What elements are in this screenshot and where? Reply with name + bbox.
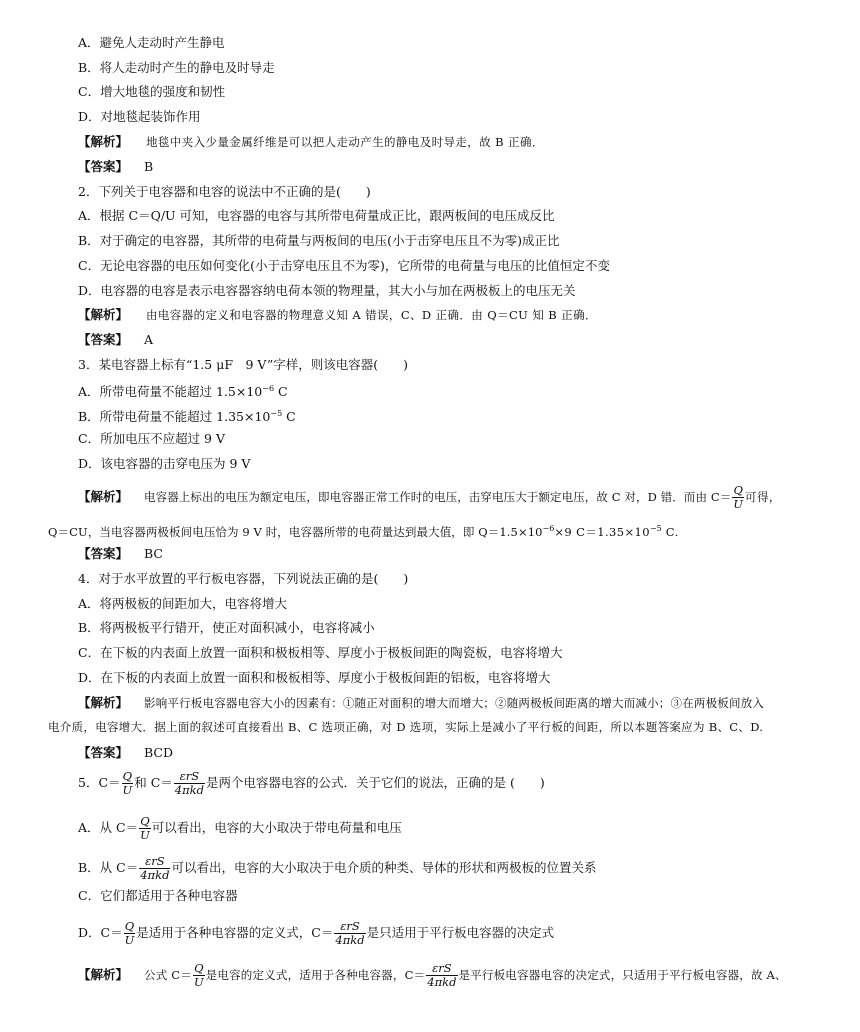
analysis-tag: 【解析】 <box>78 134 129 149</box>
fraction-eps-s-over-4pikd <box>174 770 205 797</box>
q4-answer <box>78 744 173 762</box>
analysis-text: 可得， <box>745 490 781 504</box>
stem-text: 是两个电容器电容的公式．关于它们的说法，正确的是 ( ) <box>206 775 545 790</box>
analysis-text: ×9 C＝1.35×10 <box>554 525 650 540</box>
fraction-q-over-u <box>193 962 205 989</box>
exponent: −6 <box>542 524 555 533</box>
fraction-eps-s-over-4pikd <box>139 855 170 882</box>
option-text: D．C＝ <box>78 925 123 940</box>
fraction-numerator: Q <box>140 814 150 828</box>
exponent: −5 <box>270 409 283 418</box>
q3-answer <box>78 545 163 563</box>
option-text: B．从 C＝ <box>78 860 139 875</box>
analysis-text: 是平行板电容器电容的决定式，只适用于平行板电容器，故 A、 <box>458 968 787 982</box>
analysis-text: C. <box>661 525 679 540</box>
q3-option-b <box>78 405 296 426</box>
analysis-tag: 【解析】 <box>78 307 129 322</box>
q1-analysis <box>78 133 544 151</box>
q5-analysis <box>78 962 787 989</box>
q4-option-a: A．将两极板的间距加大，电容将增大 <box>78 596 288 611</box>
q1-option-a: A．避免人走动时产生静电 <box>78 35 225 50</box>
q5-option-a <box>78 815 402 842</box>
option-text: B．所带电荷量不能超过 1.35×10 <box>78 409 271 425</box>
option-text: A．从 C＝ <box>78 820 139 835</box>
analysis-text: 电介质，电容增大．据上面的叙述可直接看出 B、C 选项正确，对 D 选项，实际上是减小了平行板的间距，所以本题答案应为 B、C、D. <box>48 720 764 734</box>
q4-analysis-line-2 <box>48 718 763 736</box>
fraction-numerator: Q <box>194 961 204 975</box>
fraction-denominator: 4πkd <box>335 933 365 947</box>
fraction-numerator: εrS <box>334 920 365 934</box>
q4-analysis-line-1 <box>78 694 764 712</box>
answer-text: A <box>144 332 154 347</box>
q3-analysis-line-2 <box>48 520 679 541</box>
fraction-denominator: U <box>193 975 204 989</box>
analysis-text: 地毯中夹入少量金属纤维是可以把人走动产生的静电及时导走，故 B 正确． <box>146 135 544 149</box>
fraction-numerator: εrS <box>426 962 457 976</box>
answer-tag: 【答案】 <box>78 159 129 174</box>
q2-answer <box>78 331 153 349</box>
fraction-q-over-u <box>124 920 136 947</box>
fraction-numerator: Q <box>124 919 135 933</box>
option-text: A．所带电荷量不能超过 1.5×10 <box>78 384 263 400</box>
option-text: 是只适用于平行板电容器的决定式 <box>366 925 555 940</box>
analysis-text: 影响平行板电容器电容大小的因素有：①随正对面积的增大而增大；②随两极板间距离的增大而减小；③在两极板间放入 <box>144 696 765 710</box>
fraction-numerator: Q <box>733 483 743 497</box>
q2-analysis <box>78 306 597 324</box>
fraction-denominator: 4πkd <box>140 868 170 882</box>
fraction-numerator: Q <box>122 769 133 783</box>
option-text: 可以看出，电容的大小取决于带电荷量和电压 <box>151 820 402 835</box>
q1-option-c: C．增大地毯的强度和韧性 <box>78 84 226 99</box>
q1-option-d: D．对地毯起装饰作用 <box>78 109 201 124</box>
exponent: −6 <box>262 384 275 393</box>
q2-option-d: D．电容器的电容是表示电容器容纳电荷本领的物理量，其大小与加在两极板上的电压无关 <box>78 283 576 298</box>
q2-option-a: A．根据 C＝Q/U 可知，电容器的电容与其所带电荷量成正比，跟两板间的电压成反比 <box>78 208 555 223</box>
answer-tag: 【答案】 <box>78 332 129 347</box>
q5-stem <box>78 770 545 797</box>
answer-tag: 【答案】 <box>78 745 129 760</box>
analysis-tag: 【解析】 <box>78 489 129 504</box>
stem-text: 5．C＝ <box>78 775 121 790</box>
q1-option-b: B．将人走动时产生的静电及时导走 <box>78 60 275 75</box>
option-unit: C <box>274 384 288 400</box>
analysis-text: 由电容器的定义和电容器的物理意义知 A 错误，C、D 正确．由 Q＝CU 知 B 正确． <box>146 308 597 322</box>
answer-text: BCD <box>144 745 174 760</box>
option-unit: C <box>282 409 296 425</box>
analysis-text: 电容器上标出的电压为额定电压，即电容器正常工作时的电压，击穿电压大于额定电压，故 C 对，D 错．而由 C＝ <box>144 490 732 504</box>
fraction-denominator: 4πkd <box>427 975 457 989</box>
analysis-tag: 【解析】 <box>78 967 129 982</box>
analysis-text: Q＝CU，当电容器两极板间电压恰为 9 V 时，电容器所带的电荷量达到最大值，即 Q＝1.5×10 <box>48 525 543 540</box>
answer-text: BC <box>144 546 163 561</box>
q3-option-a <box>78 380 288 401</box>
q5-option-b <box>78 855 596 882</box>
exponent: −5 <box>649 524 662 533</box>
q4-stem: 4．对于水平放置的平行板电容器，下列说法正确的是( ) <box>78 571 409 586</box>
q4-option-b: B．将两极板平行错开，使正对面积减小，电容将减小 <box>78 620 375 635</box>
q1-answer <box>78 158 153 176</box>
q5-option-d <box>78 920 554 947</box>
analysis-text: 公式 C＝ <box>144 968 192 982</box>
fraction-eps-s-over-4pikd <box>426 962 457 989</box>
q3-option-d: D．该电容器的击穿电压为 9 V <box>78 456 251 471</box>
answer-tag: 【答案】 <box>78 546 129 561</box>
q3-stem: 3．某电容器上标有“1.5 μF 9 V”字样，则该电容器( ) <box>78 357 409 372</box>
q2-option-b: B．对于确定的电容器，其所带的电荷量与两板间的电压(小于击穿电压且不为零)成正比 <box>78 233 560 248</box>
q2-option-c: C．无论电容器的电压如何变化(小于击穿电压且不为零)，它所带的电荷量与电压的比值恒定不变 <box>78 258 610 273</box>
option-text: 可以看出，电容的大小取决于电介质的种类、导体的形状和两极板的位置关系 <box>171 860 597 875</box>
fraction-denominator: 4πkd <box>174 783 204 797</box>
fraction-denominator: U <box>124 933 135 947</box>
answer-text: B <box>144 159 154 174</box>
option-text: 是适用于各种电容器的定义式，C＝ <box>136 925 334 940</box>
q2-stem: 2．下列关于电容器和电容的说法中不正确的是( ) <box>78 184 371 199</box>
q5-option-c: C．它们都适用于各种电容器 <box>78 888 238 903</box>
stem-text: 和 C＝ <box>134 775 173 790</box>
fraction-q-over-u <box>122 770 134 797</box>
analysis-tag: 【解析】 <box>78 695 129 710</box>
fraction-eps-s-over-4pikd <box>334 920 365 947</box>
fraction-denominator: U <box>733 497 744 511</box>
q4-option-c: C．在下板的内表面上放置一面积和极板相等、厚度小于极板间距的陶瓷板，电容将增大 <box>78 645 563 660</box>
q3-analysis-line-1 <box>78 484 781 511</box>
q3-option-c: C．所加电压不应超过 9 V <box>78 431 225 446</box>
fraction-denominator: U <box>140 828 150 842</box>
fraction-q-over-u <box>732 484 744 511</box>
fraction-q-over-u <box>139 815 151 842</box>
analysis-text: 是电容的定义式，适用于各种电容器，C＝ <box>205 968 426 982</box>
fraction-numerator: εrS <box>174 770 205 784</box>
fraction-denominator: U <box>122 783 133 797</box>
fraction-numerator: εrS <box>139 855 170 869</box>
q4-option-d: D．在下板的内表面上放置一面积和极板相等、厚度小于极板间距的铝板，电容将增大 <box>78 670 551 685</box>
